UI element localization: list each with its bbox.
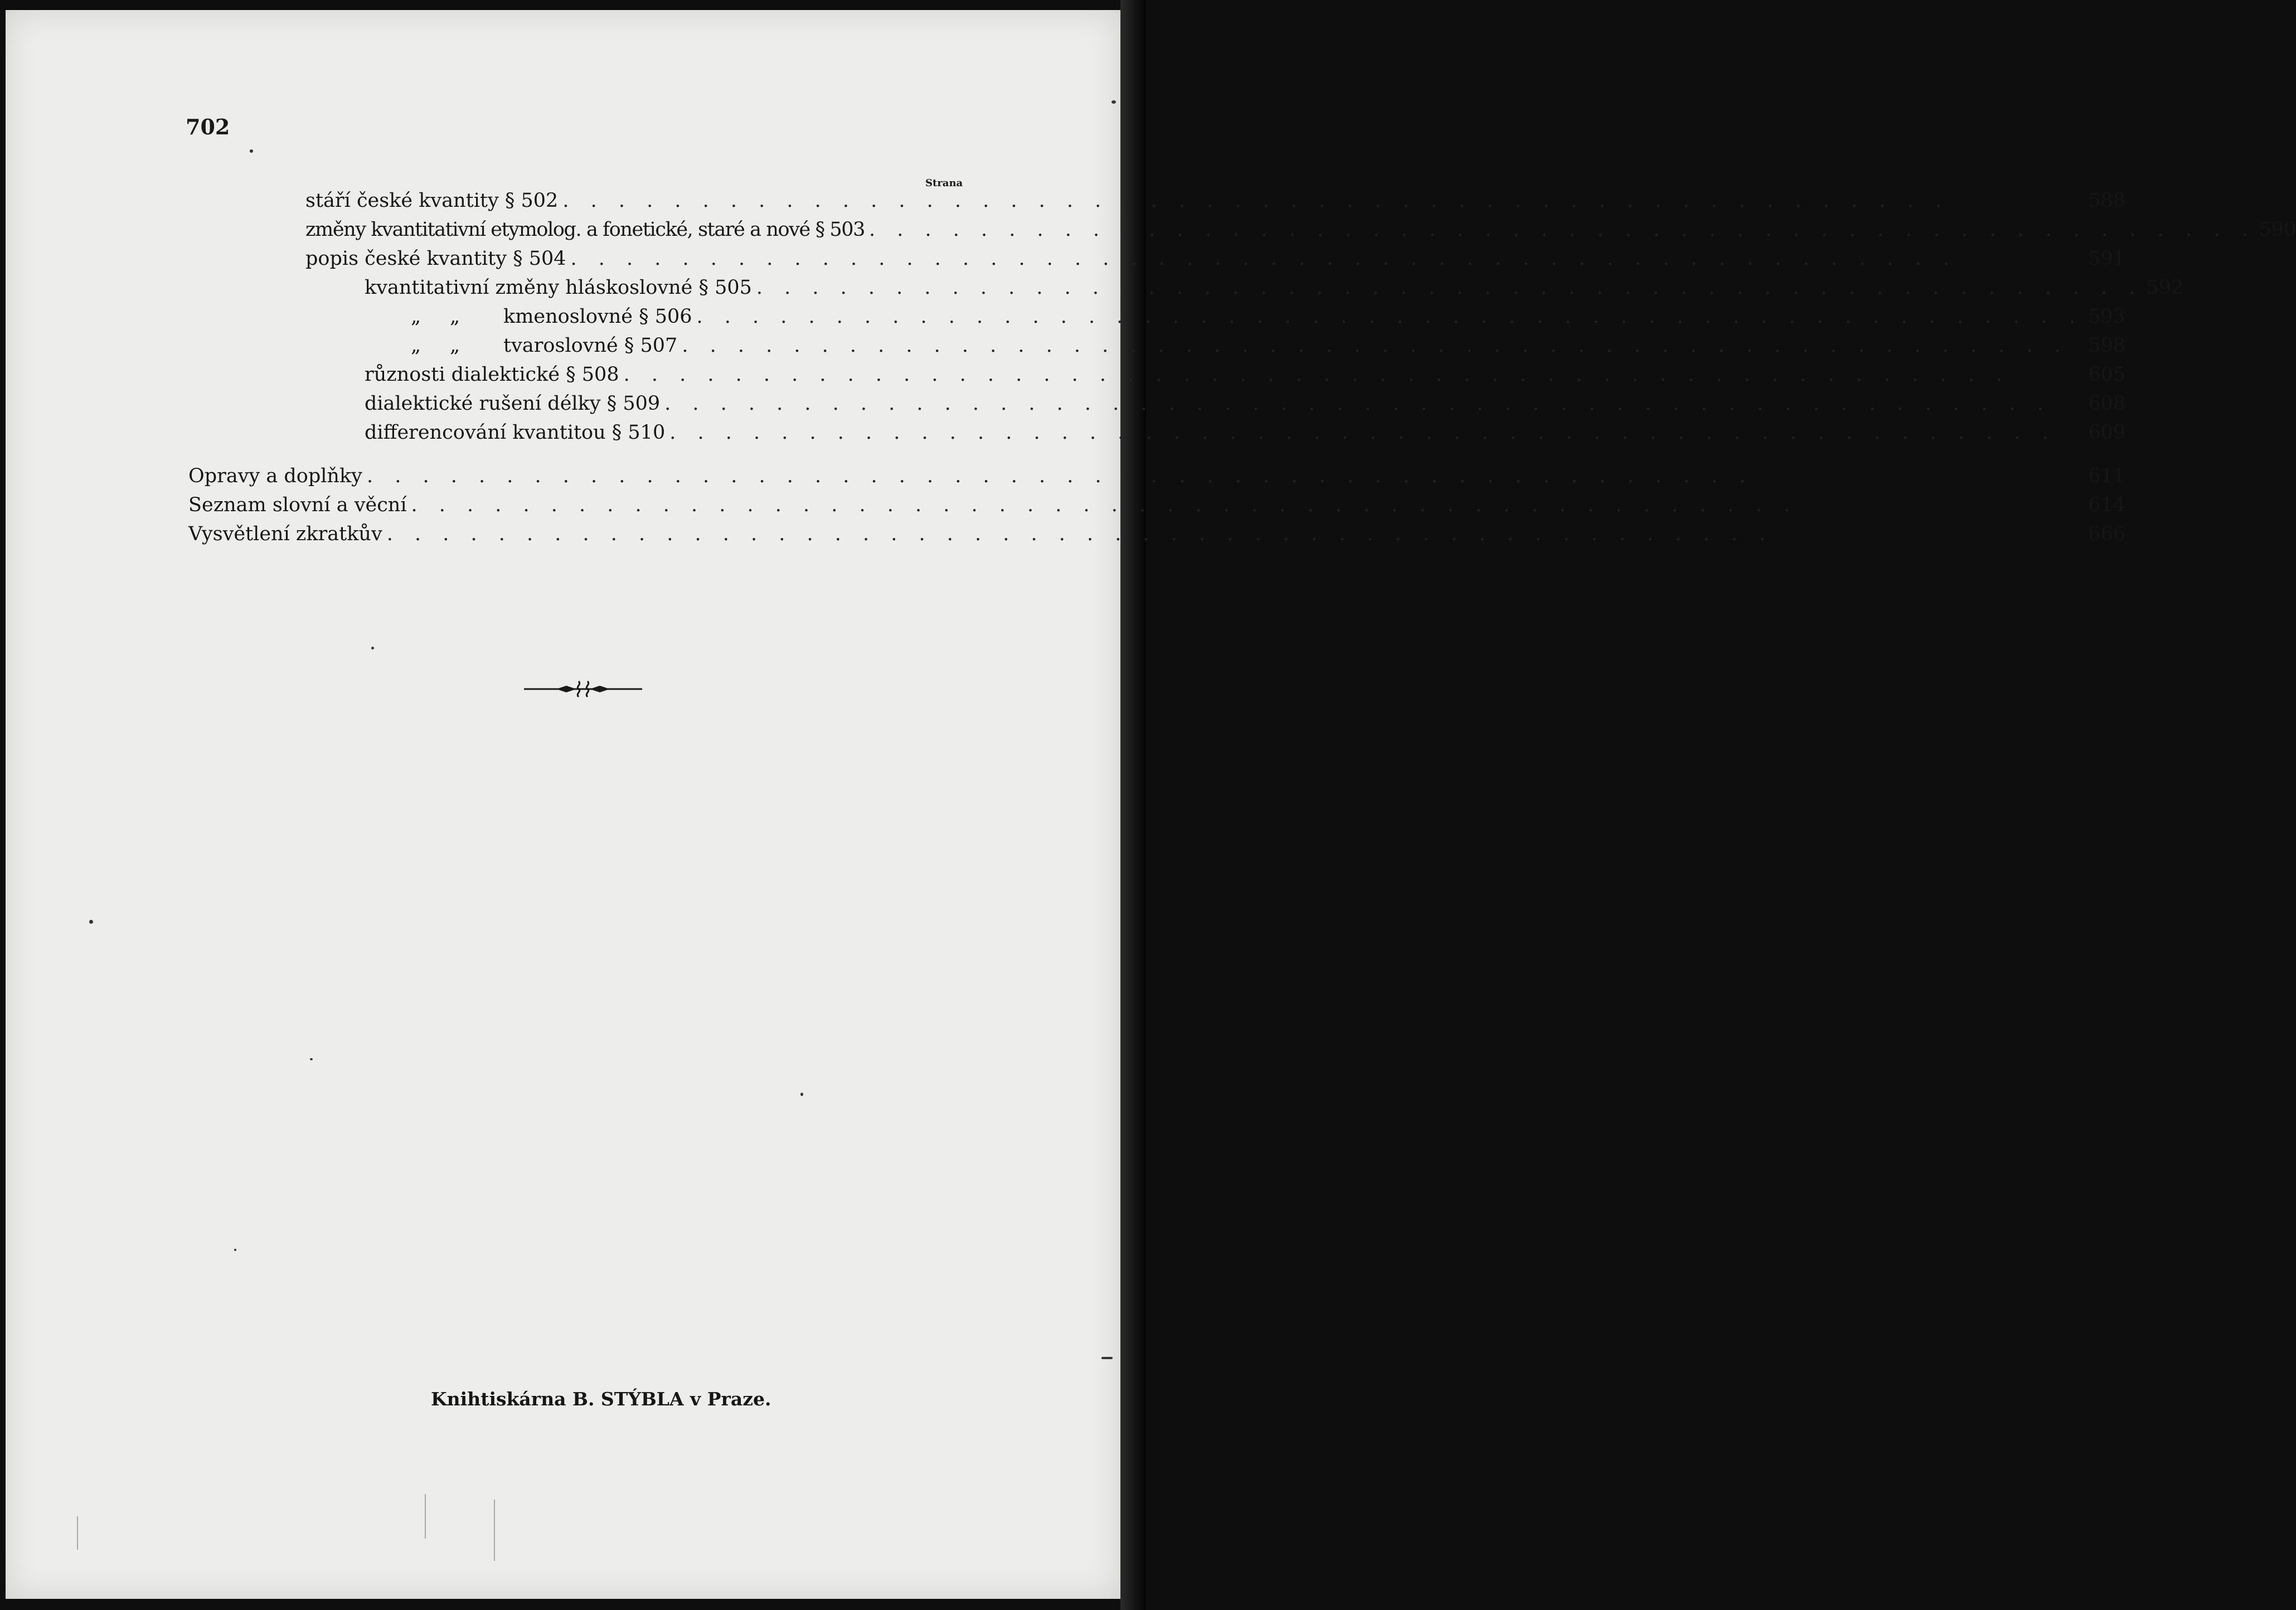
toc-entry-title: differencování kvantitou § 510	[365, 421, 666, 444]
toc-entry-page: 590	[2259, 219, 2296, 241]
scan-speck	[1101, 1357, 1113, 1359]
toc-entry-title: změny kvantitativní etymolog. a fonetické, staré a nové § 503	[305, 219, 865, 241]
ditto-mark: „	[450, 305, 460, 328]
scan-speck	[1111, 100, 1116, 104]
toc-entry	[365, 363, 2125, 391]
printer-imprint: Knihtiskárna B. STÝBLA v Praze.	[431, 1388, 771, 1410]
toc-entry-title: Opravy a doplňky	[188, 465, 362, 487]
toc-entry-page: 592	[2146, 277, 2184, 299]
toc-entry-title: kmenoslovné § 506	[503, 305, 692, 328]
toc-entry	[365, 421, 2125, 449]
toc-entry-page: 591	[2088, 248, 2125, 270]
toc-leader-dots: . . . . . . . . . . . . . . . . . . . . . . . . . . . . . . . . . . . . . . . . . . . . . . . . . .	[664, 392, 2051, 415]
toc-entry	[365, 277, 2184, 304]
toc-leader-dots: . . . . . . . . . . . . . . . . . . . . . . . . . . . . . . . . . . . . . . . . . . . . . . . . . .	[756, 277, 2143, 299]
toc-entry	[365, 392, 2125, 420]
toc-entry-page: 588	[2088, 190, 2125, 212]
toc-entry	[188, 523, 2125, 551]
toc-entry-title: dialektické rušení délky § 509	[365, 392, 661, 415]
column-header-strana: Strana	[925, 177, 963, 189]
toc-leader-dots: . . . . . . . . . . . . . . . . . . . . . . . . . . . . . . . . . . . . . . . . . . . . . . . . . .	[386, 523, 1774, 545]
end-ornament-icon	[523, 678, 643, 700]
toc-entry-page: 593	[2088, 305, 2125, 328]
toc-entry	[305, 219, 2296, 246]
toc-entry-title: kvantitativní změny hláskoslovné § 505	[365, 277, 752, 299]
toc-entry-page: 611	[2088, 465, 2125, 487]
scan-speck	[234, 1249, 236, 1251]
toc-leader-dots: . . . . . . . . . . . . . . . . . . . . . . . . . . . . . . . . . . . . . . . . . . . . . . . . . .	[570, 248, 1957, 270]
page-number: 702	[186, 114, 230, 139]
toc-entry	[411, 305, 2125, 333]
scan-scratch	[425, 1494, 426, 1539]
toc-entry	[411, 334, 2125, 362]
toc-entry-page: 609	[2088, 421, 2125, 444]
toc-entry-page: 605	[2088, 363, 2125, 386]
toc-entry-title: Seznam slovní a věcní	[188, 494, 407, 516]
scan-speck	[800, 1093, 803, 1096]
scan-speck	[310, 1058, 313, 1060]
ditto-mark: „	[411, 305, 421, 328]
scan-scratch	[77, 1516, 78, 1550]
toc-entry-page: 614	[2088, 494, 2125, 516]
toc-entry-page: 608	[2088, 392, 2125, 415]
toc-entry	[305, 190, 2125, 217]
toc-leader-dots: . . . . . . . . . . . . . . . . . . . . . . . . . . . . . . . . . . . . . . . . . . . . . . . . . .	[669, 421, 2056, 444]
toc-leader-dots: . . . . . . . . . . . . . . . . . . . . . . . . . . . . . . . . . . . . . . . . . . . . . . . . . .	[869, 219, 2256, 241]
toc-leader-dots: . . . . . . . . . . . . . . . . . . . . . . . . . . . . . . . . . . . . . . . . . . . . . . . . . .	[366, 465, 1754, 487]
toc-leader-dots: . . . . . . . . . . . . . . . . . . . . . . . . . . . . . . . . . . . . . . . . . . . . . . . . . .	[411, 494, 1798, 516]
toc-entry-page: 666	[2088, 523, 2125, 545]
scan-scratch	[494, 1500, 495, 1561]
toc-entry	[305, 248, 2125, 275]
toc-entry-title: stáří české kvantity § 502	[305, 190, 559, 212]
toc-leader-dots: . . . . . . . . . . . . . . . . . . . . . . . . . . . . . . . . . . . . . . . . . . . . . . . . . .	[682, 334, 2069, 357]
ditto-mark: „	[411, 334, 421, 357]
ditto-mark: „	[450, 334, 460, 357]
scan-speck	[250, 149, 253, 153]
toc-entry	[188, 465, 2125, 493]
toc-leader-dots: . . . . . . . . . . . . . . . . . . . . . . . . . . . . . . . . . . . . . . . . . . . . . . . . . .	[562, 190, 1949, 212]
toc-entry-title: popis české kvantity § 504	[305, 248, 566, 270]
toc-leader-dots: . . . . . . . . . . . . . . . . . . . . . . . . . . . . . . . . . . . . . . . . . . . . . . . . . .	[696, 305, 2083, 328]
toc-entry-title: tvaroslovné § 507	[503, 334, 678, 357]
toc-entry-page: 598	[2088, 334, 2125, 357]
toc-leader-dots: . . . . . . . . . . . . . . . . . . . . . . . . . . . . . . . . . . . . . . . . . . . . . . . . . .	[623, 363, 2011, 386]
scan-speck	[371, 647, 374, 649]
toc-entry	[188, 494, 2125, 522]
toc-entry-title: různosti dialektické § 508	[365, 363, 619, 386]
scan-speck	[89, 920, 93, 924]
toc-entry-title: Vysvětlení zkratkův	[188, 523, 382, 545]
